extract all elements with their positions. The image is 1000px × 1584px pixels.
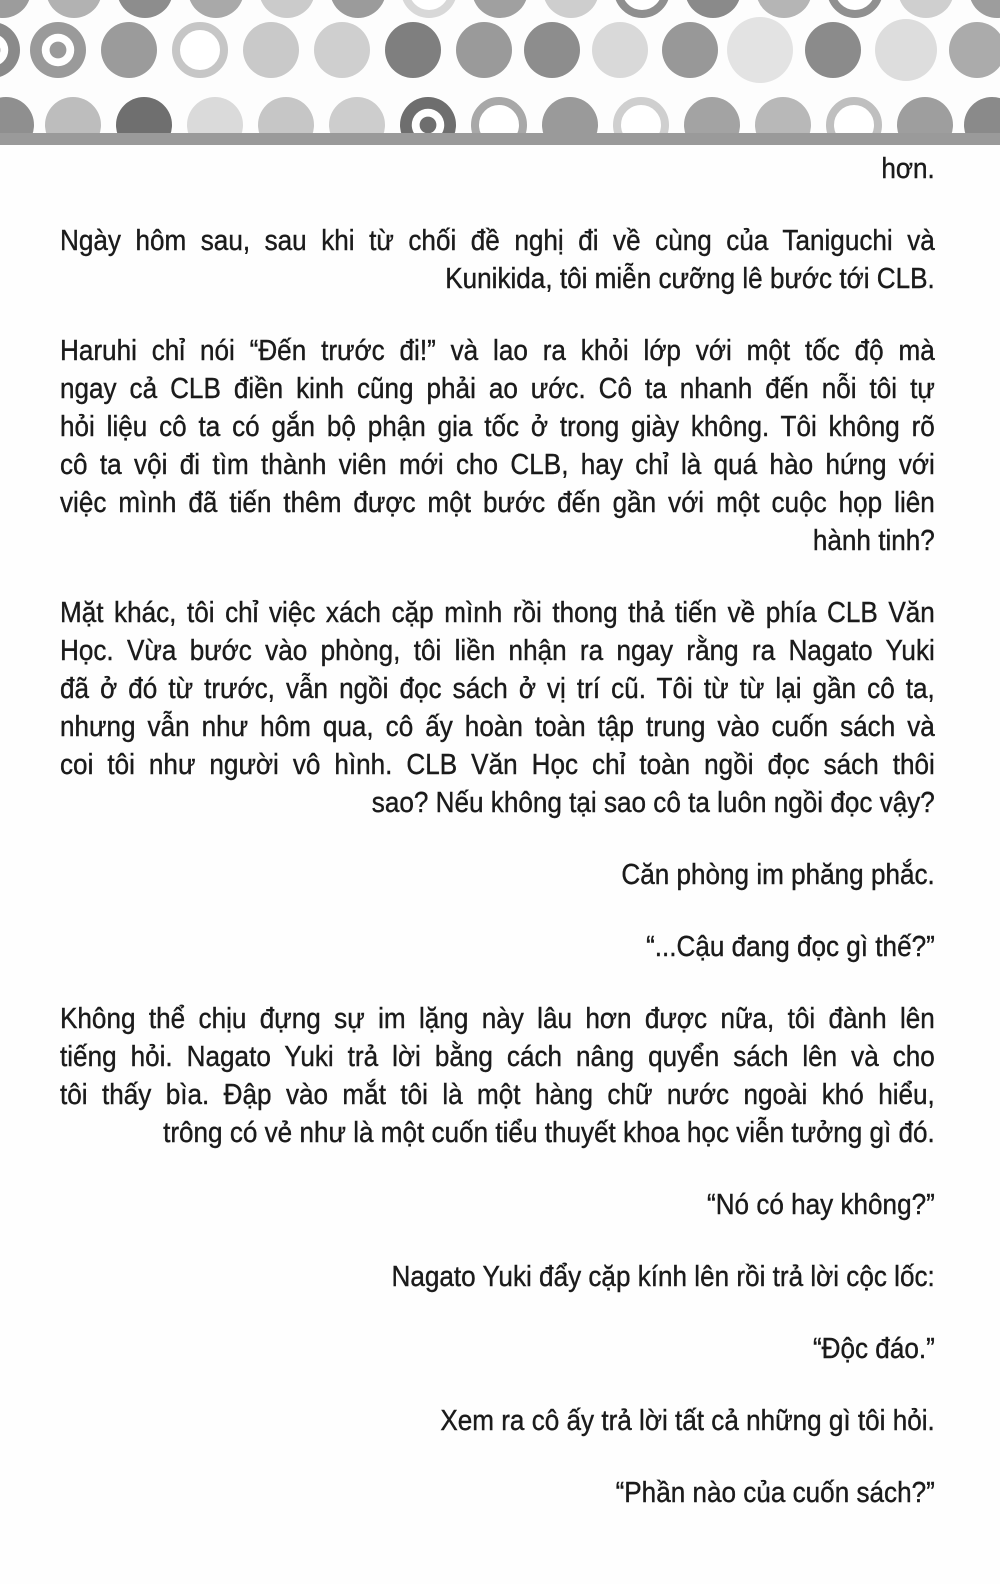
- polka-dot: [727, 17, 793, 83]
- text-line: Haruhi chỉ nói “Đến trước đi!” và lao ra khỏi lớp với một tốc độ mà: [60, 335, 935, 367]
- paragraph: [60, 1258, 935, 1296]
- polka-dot: [543, 0, 599, 18]
- polka-dot: [101, 22, 157, 78]
- paragraph: [60, 1000, 935, 1152]
- polka-dot: [456, 22, 512, 78]
- text-line: hành tinh?: [812, 525, 935, 557]
- paragraph: [60, 1474, 935, 1512]
- polka-dot: [385, 22, 441, 78]
- body-text-inner: [60, 150, 935, 1512]
- text-line: Xem ra cô ấy trả lời tất cả những gì tôi hỏi.: [440, 1405, 935, 1437]
- text-line: nhưng vẫn như hôm qua, cô ấy hoàn toàn tập trung vào cuốn sách và: [60, 711, 935, 743]
- polka-dot: [188, 0, 244, 18]
- polka-dot: [898, 0, 954, 18]
- polka-dot: [472, 0, 528, 18]
- polka-dot: [756, 0, 812, 18]
- text-line: cô ta vội đi tìm thành viên mới cho CLB, hay chỉ là quá hào hứng với: [60, 449, 935, 481]
- text-line: đã ở đó từ trước, vẫn ngồi đọc sách ở vị trí cũ. Tôi từ từ lại gần cô ta,: [60, 673, 935, 705]
- polka-dot: [314, 22, 370, 78]
- polka-dot: [805, 22, 861, 78]
- polka-dot: [685, 0, 741, 18]
- text-line: tiếng hỏi. Nagato Yuki trả lời bằng cách nâng quyển sách lên và cho: [60, 1041, 935, 1073]
- polka-dot: [949, 22, 1000, 78]
- polka-dot: [524, 22, 580, 78]
- polka-dot: [117, 0, 173, 18]
- text-line: “Phần nào của cuốn sách?”: [615, 1477, 935, 1509]
- text-line: ngay cả CLB điền kinh cũng phải ao ước. Cô ta nhanh đến nỗi tôi tự: [60, 373, 935, 405]
- paragraph: [60, 332, 935, 560]
- text-line: việc mình đã tiến thêm được một bước đến gần với một cuộc họp liên: [60, 487, 935, 519]
- polka-dot: [0, 0, 31, 18]
- text-line: Học. Vừa bước vào phòng, tôi liền nhận ra ngay rằng ra Nagato Yuki: [60, 635, 935, 667]
- text-line: hơn.: [881, 153, 935, 185]
- text-line: Không thể chịu đựng sự im lặng này lâu hơn được nữa, tôi đành lên: [60, 1003, 935, 1035]
- polka-dot-banner: [0, 0, 1000, 145]
- paragraph: [60, 1402, 935, 1440]
- text-line: coi tôi như người vô hình. CLB Văn Học chỉ toàn ngồi đọc sách thôi: [60, 749, 935, 781]
- polka-dot: [618, 0, 666, 14]
- text-line: Nagato Yuki đẩy cặp kính lên rồi trả lời cộc lốc:: [391, 1261, 935, 1293]
- divider-bar: [0, 133, 1000, 145]
- paragraph: [60, 856, 935, 894]
- body-text: [60, 150, 935, 1546]
- text-line: “Nó có hay không?”: [707, 1189, 935, 1221]
- polka-dot: [243, 22, 299, 78]
- paragraph: [60, 594, 935, 822]
- polka-dot: [176, 26, 224, 74]
- text-line: trông có vẻ như là một cuốn tiểu thuyết khoa học viễn tưởng gì đó.: [163, 1117, 935, 1149]
- paragraph: [60, 1186, 935, 1224]
- polka-dot: [405, 0, 453, 14]
- polka-dot-pattern: [0, 0, 1000, 145]
- polka-dot: [875, 19, 937, 81]
- polka-dot: [330, 0, 386, 18]
- paragraph: [60, 1330, 935, 1368]
- polka-dot: [662, 22, 718, 78]
- text-line: “...Cậu đang đọc gì thế?”: [646, 931, 935, 963]
- polka-dot: [831, 0, 879, 14]
- text-line: sao? Nếu không tại sao cô ta luôn ngồi đọc vậy?: [371, 787, 935, 819]
- text-line: Ngày hôm sau, sau khi từ chối đề nghị đi về cùng của Taniguchi và: [60, 225, 935, 257]
- polka-dot: [259, 0, 315, 18]
- text-line: “Độc đáo.”: [812, 1333, 935, 1365]
- polka-dot: [30, 22, 86, 78]
- text-line: tôi thấy bìa. Đập vào mắt tôi là một hàng chữ nước ngoài khó hiểu,: [60, 1079, 935, 1111]
- text-line: hỏi liệu cô ta có gắn bộ phận gia tốc ở trong giày không. Tôi không rõ: [60, 411, 935, 443]
- polka-dot: [46, 0, 102, 18]
- polka-dot: [969, 0, 1000, 18]
- text-line: Căn phòng im phăng phắc.: [621, 859, 935, 891]
- paragraph: [60, 928, 935, 966]
- paragraph: [60, 222, 935, 298]
- text-line: Kunikida, tôi miễn cưỡng lê bước tới CLB.: [445, 263, 935, 295]
- paragraph: [60, 150, 935, 188]
- text-line: Mặt khác, tôi chỉ việc xách cặp mình rồi thong thả tiến về phía CLB Văn: [60, 597, 935, 629]
- polka-dot: [592, 22, 648, 78]
- polka-dot: [0, 22, 20, 78]
